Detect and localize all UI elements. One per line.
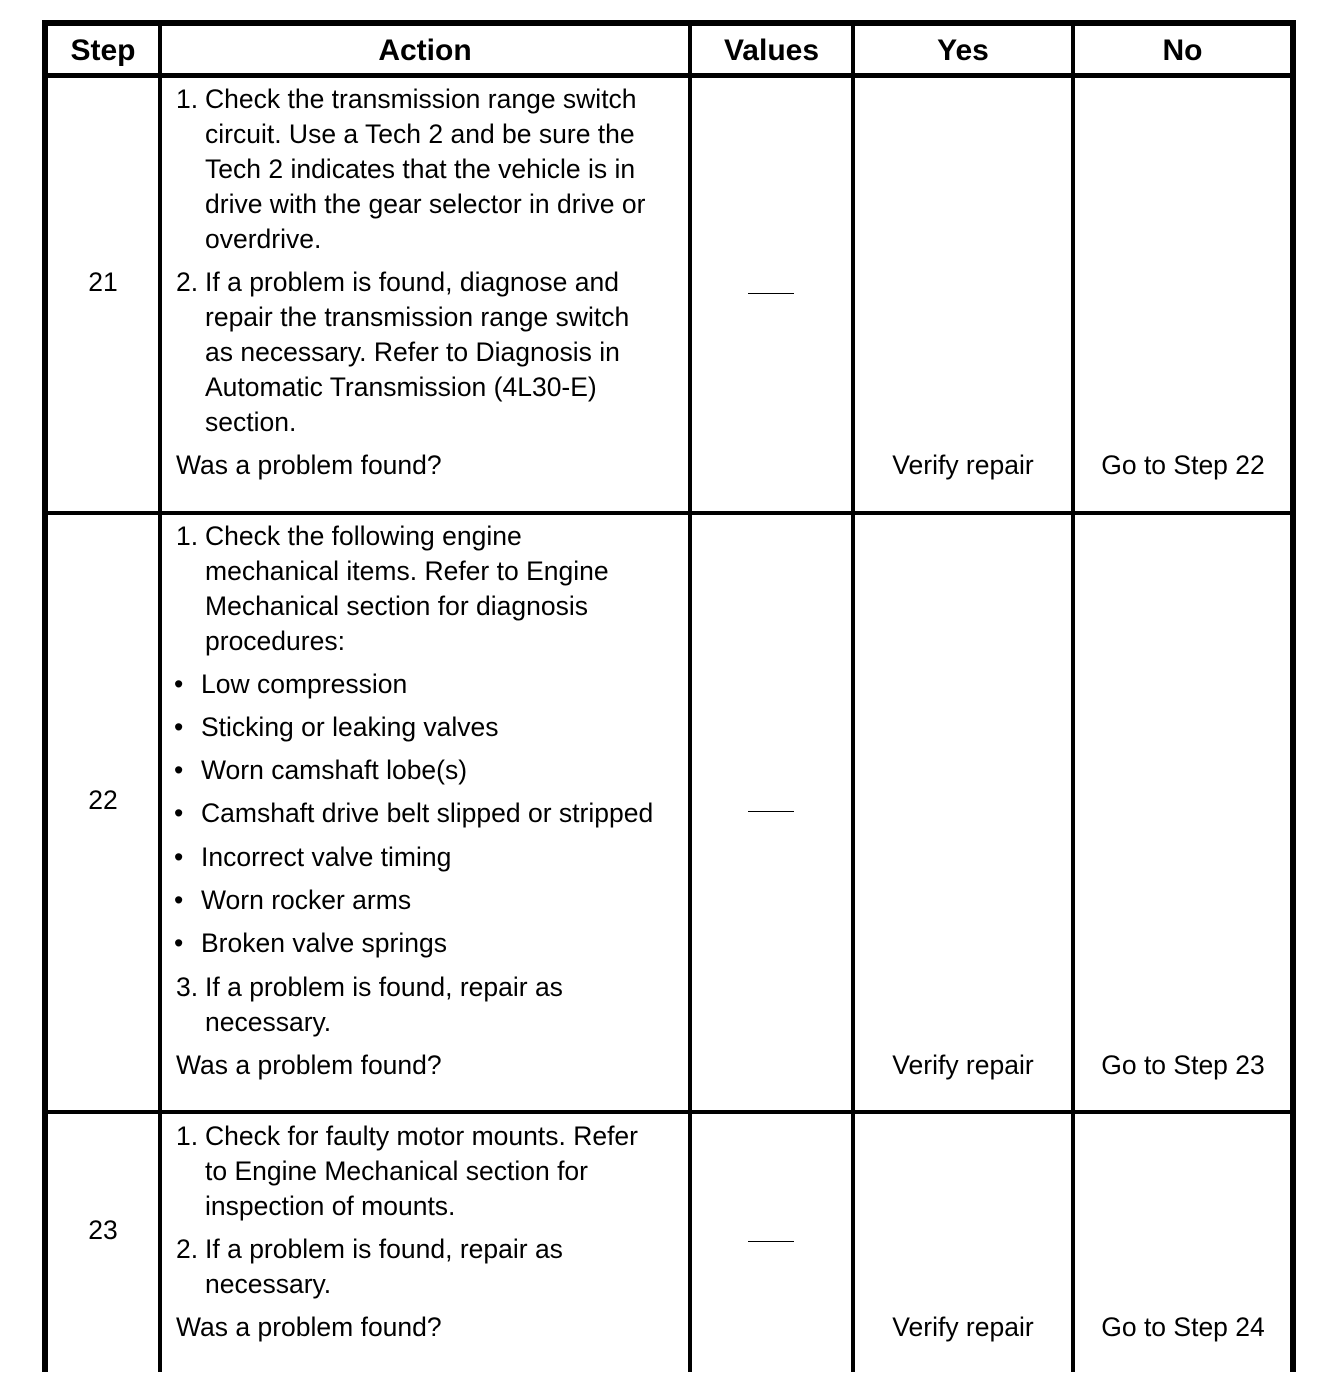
action-line: overdrive. [205,224,322,254]
col-rule-step-action [158,20,162,1372]
bullet: • [174,928,184,958]
action-line: mechanical items. Refer to Engine [205,556,609,586]
col-rule-values-yes [851,20,855,1372]
no-outcome: Go to Step 22 [1101,450,1265,480]
list-number: 3. [176,972,199,1002]
bullet: • [174,712,184,742]
action-line: Check the following engine [205,521,522,551]
bullet-item: Camshaft drive belt slipped or stripped [201,798,654,828]
bullet-item: Low compression [201,669,408,699]
col-rule-action-values [688,20,692,1372]
list-number: 2. [176,267,199,297]
action-line: inspection of mounts. [205,1191,456,1221]
action-line: procedures: [205,626,345,656]
question: Was a problem found? [176,450,442,480]
header-values: Values [723,34,820,67]
row-22-bottom-rule [42,1110,1296,1114]
yes-outcome: Verify repair [892,1312,1034,1342]
action-line: Check for faulty motor mounts. Refer [205,1121,638,1151]
bullet: • [174,842,184,872]
action-line: to Engine Mechanical section for [205,1156,588,1186]
values-dash [748,293,794,294]
no-outcome: Go to Step 23 [1101,1050,1265,1080]
action-line: circuit. Use a Tech 2 and be sure the [205,119,635,149]
list-number: 1. [176,84,199,114]
action-line: If a problem is found, diagnose and [205,267,619,297]
header-yes: Yes [937,34,989,67]
bullet-item: Broken valve springs [201,928,447,958]
table-top-border [42,20,1296,26]
row-21-bottom-rule [42,511,1296,515]
table-left-border [42,20,48,1372]
question: Was a problem found? [176,1050,442,1080]
header-bottom-rule [42,73,1296,78]
bullet: • [174,755,184,785]
action-line: drive with the gear selector in drive or [205,189,646,219]
list-number: 2. [176,1234,199,1264]
yes-outcome: Verify repair [892,1050,1034,1080]
action-line: Mechanical section for diagnosis [205,591,588,621]
yes-outcome: Verify repair [892,450,1034,480]
table-right-border [1290,20,1296,1372]
no-outcome: Go to Step 24 [1101,1312,1265,1342]
step-number: 23 [88,1215,118,1245]
bullet-item: Worn rocker arms [201,885,412,915]
action-line: section. [205,407,297,437]
step-number: 21 [88,267,118,297]
action-line: Tech 2 indicates that the vehicle is in [205,154,636,184]
bullet-item: Worn camshaft lobe(s) [201,755,468,785]
list-number: 1. [176,1121,199,1151]
action-line: necessary. [205,1269,332,1299]
header-action: Action [378,34,472,67]
col-rule-yes-no [1071,20,1075,1372]
bullet: • [174,885,184,915]
action-line: If a problem is found, repair as [205,1234,563,1264]
question: Was a problem found? [176,1312,442,1342]
bullet-item: Sticking or leaking valves [201,712,499,742]
action-line: If a problem is found, repair as [205,972,563,1002]
bullet-item: Incorrect valve timing [201,842,452,872]
header-step: Step [70,34,136,67]
step-number: 22 [88,785,118,815]
action-line: Automatic Transmission (4L30-E) [205,372,597,402]
bullet: • [174,798,184,828]
action-line: repair the transmission range switch [205,302,630,332]
action-line: Check the transmission range switch [205,84,637,114]
action-line: as necessary. Refer to Diagnosis in [205,337,620,367]
action-line: necessary. [205,1007,332,1037]
list-number: 1. [176,521,199,551]
bullet: • [174,669,184,699]
header-no: No [1162,34,1203,67]
values-dash [748,811,794,812]
values-dash [748,1241,794,1242]
